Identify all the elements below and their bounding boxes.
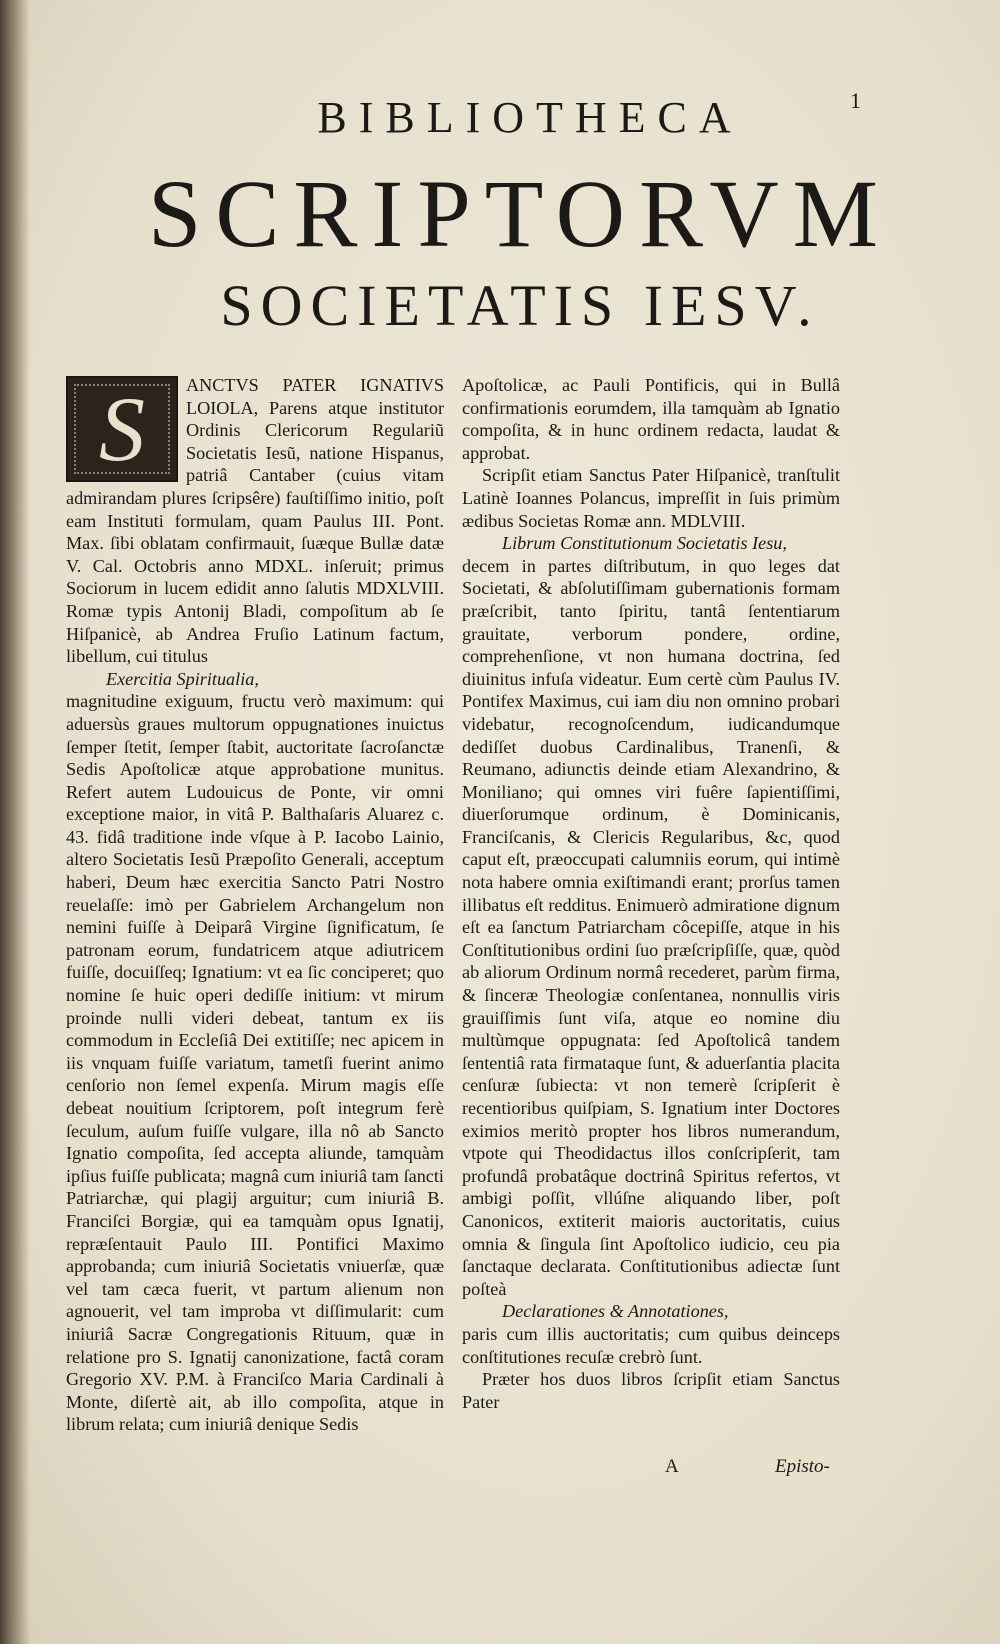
left-paragraph-2: magnitudine exiguum, fructu verò maximum: qui aduersùs graues multorum oppugnationes inuictus ſemper ſtetit, ſemper ſtabit, auctoritate ſacroſanctæ Sedis Apoſtolicæ atque approbatione munitus. Refert autem Ludouicus de Ponte, vir omni exceptione maior, in vitâ P. Balthaſaris Aluarez c. 43. fidâ traditione inde vſque à P. Iacobo Lainio, altero Societatis Iesũ Præpoſito Generali, acceptum haberi, Deum hæc exercitia Sancto Patri Nostro reuelaſſe: imò per Gabrielem Archangelum non nemini fuiſſe à Deiparâ Virgine ſignificatum, ſe patronam eorum, fundatricem atque adiutricem fuiſſe, docuiſſeq; Ignatium: vt ea ſic conciperet; quo nomine ſe huic operi dediſſe initium: vt mirum proinde nulli videri debeat, tantum ex iis commodum in Eccleſiâ Dei extitiſſe; nec apicem in iis vnquam fuiſſe variatum, tametſi fuerint animo cenſorio non ſemel expenſa. Mirum magis eſſe debeat nouitium ſcriptorem, poſt integrum ferè ſeculum, auſum fuiſſe vulgare, illa nô ab Sancto Ignatio compoſita, ſed accepta aliunde, tamquàm ipſius fuiſſe publicata; magnâ cum iniuriâ tam ſancti Patriarchæ, qui plagij arguitur; cum iniuriâ B. Franciſci Borgiæ, qui ea tamquàm opus Ignatij, repræſentauit Paulo III. Pontifici Maximo approbanda; cum iniuriâ Societatis vniuerſæ, quæ vel tam cæca fuerit, vt partum alienum non agnouerit, vel tam improba vt diſſimularit: cum iniuriâ Sacræ Congregationis Rituum, quæ in relatione pro S. Ignatij canonizatione, factâ coram Gregorio XV. P.M. à Franciſco Maria Cardinali à Monte, diſertè ait, ab illo compoſita, atque in librum relata; cum iniuriâ denique Sedis <box>66 691 444 1435</box>
title-line-2: SCRIPTORVM <box>147 160 893 267</box>
right-heading-2: Declarationes & Annotationes, <box>502 1301 729 1322</box>
right-column <box>462 374 840 1413</box>
initial-letter: S <box>99 378 145 480</box>
left-paragraph-1: ANCTVS PATER IGNATIVS LOIOLA, Parens atque institutor Ordinis Clericorum Regulariũ Societatis Iesũ, natione Hispanus, patriâ Cantaber (cuius vitam admirandam plures ſcripsêre) fauſtiſſimo initio, poſt eam Instituti formulam, quam Paulus III. Pont. Max. ſibi oblatam confirmauit, ſuæque Bullæ datæ V. Cal. Octobris anno MDXL. inſeruit; primus Sociorum in lucem edidit anno ſalutis MDXLVIII. Romæ typis Antonij Bladi, compoſitum ab ſe Hiſpanicè, ab Andrea Fruſio Latinum factum, libellum, cui titulus <box>66 375 444 667</box>
left-heading: Exercitia Spiritualia, <box>106 668 259 689</box>
right-paragraph-5: Præter hos duos libros ſcripſit etiam Sanctus Pater <box>462 1369 840 1412</box>
title-line-3: SOCIETATIS IESV. <box>220 273 820 338</box>
right-paragraph-4: paris cum illis auctoritatis; cum quibus deinceps conſtitutiones recuſæ crebrò ſunt. <box>462 1323 840 1367</box>
left-column <box>66 374 444 1436</box>
signature-mark: A <box>665 1456 679 1477</box>
right-heading-1: Librum Constitutionum Societatis Iesu, <box>502 533 787 554</box>
catchword: Episto- <box>775 1456 830 1477</box>
right-paragraph-3: decem in partes diſtributum, in quo leges dat Societati, & abſolutiſſimam gubernationis formam præſcribit, tanto ſpiritu, tantâ ſententiarum grauitate, verborum pondere, ordine, comprehenſione, vt non humana doctrina, ſed diuinitus infuſa videatur. Eum certè cùm Paulus IV. Pontifex Maximus, cui iam diu non omnino probari videbatur, recognoſcendum, iudicandumque dediſſet duobus Cardinalibus, Tranenſi, & Reumano, adiunctis deinde etiam Alexandrino, & Moniliano; qui omnes viri fuêre ſapientiſſimi, diuerſorumque ordinum, è Dominicanis, Franciſcanis, & Clericis Regularibus, &c, quod caput eſt, præoccupati calumniis eorum, qui intimè nota habere omnia exiſtimandi erant; prorſus tamen illibatus eſt redditus. Enimuerò admiratione dignum eſt ea ſanctum Patriarcham côcepiſſe, atque in his Conſtitutionibus ordini ſuo præſcripſiſſe, quæ, quòd ab aliorum Ordinum normâ recederet, parùm firma, & ſinceræ Theologiæ conſentanea, nonnullis viris grauiſſimis ſunt viſa, atque eo nomine diu multùmque oppugnata: ſed Apoſtolicâ tandem ſententiâ rata firmataque ſunt, & aduerſantia placita cenſuræ ſubiecta: vt non temerè ſcripſerit è recentioribus quiſpiam, S. Ignatium inter Doctores eximios meritò propter hos libros numerandum, vtpote qui Theodidactus illos conſcripſerit, tam profundâ probatâque doctrinâ Spiritus refertos, vt ambigi poſſit, vllúſne aliquando liber, poſt Canonicos, extiterit maioris auctoritatis, cuius omnia & ſingula ſint Apoſtolico iudicio, ceu pia ſanctaque declarata. Conſtitutionibus adiectæ ſunt poſteà <box>462 555 840 1299</box>
decorated-initial <box>66 376 178 482</box>
page-number: 1 <box>850 88 861 113</box>
right-paragraph-2: Scripſit etiam Sanctus Pater Hiſpanicè, tranſtulit Latinè Ioannes Polancus, impreſſit in ſuis primùm ædibus Societas Romæ ann. MDLVIII. <box>462 465 840 531</box>
title-line-1: BIBLIOTHECA <box>317 93 743 142</box>
right-paragraph-1: Apoſtolicæ, ac Pauli Pontificis, qui in Bullâ confirmationis eorumdem, illa tamquàm ab Ignatio compoſita, & in hunc ordinem redacta, laudat & approbat. <box>462 375 840 463</box>
